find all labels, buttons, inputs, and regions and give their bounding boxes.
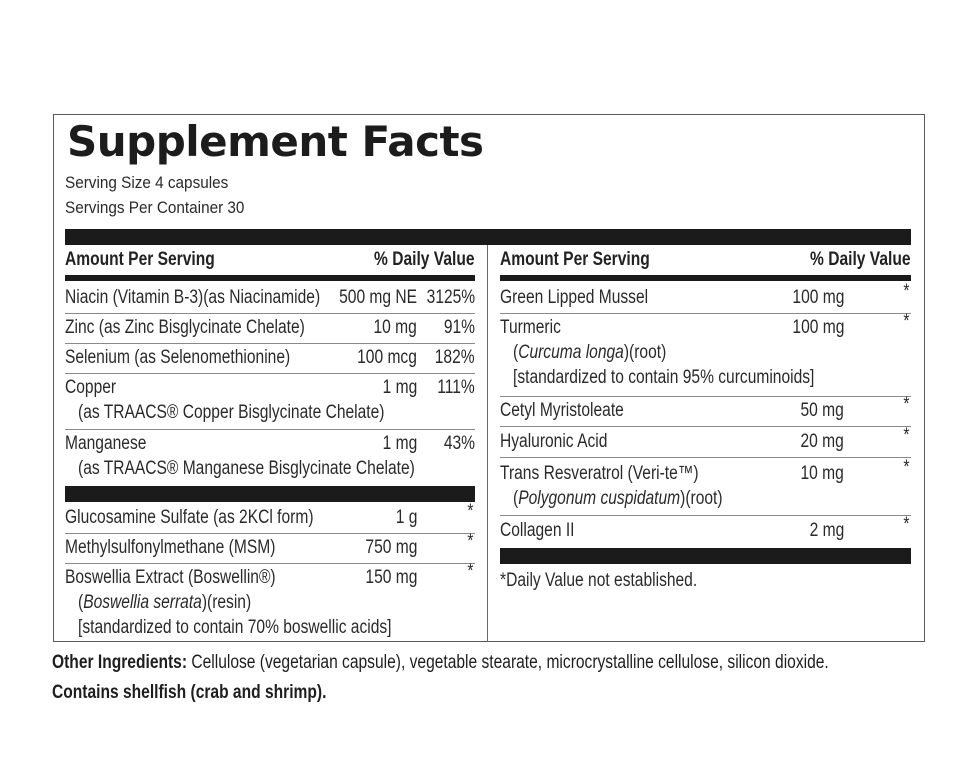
row-separator (500, 457, 911, 458)
ingredient-dv: * (902, 457, 909, 478)
ingredient-source: (Curcuma longa)(root) (513, 342, 667, 363)
left-amount-header: Amount Per Serving (65, 249, 215, 270)
nutrient-name: Niacin (Vitamin B-3)(as Niacinamide) (65, 287, 321, 308)
nutrient-dv: 91% (443, 317, 475, 338)
allergen-statement: Contains shellfish (crab and shrimp). (52, 682, 327, 703)
ingredient-dv: * (902, 281, 909, 302)
nutrient-dv: 182% (435, 347, 475, 368)
serving-size: Serving Size 4 capsules (65, 173, 229, 192)
row-separator (65, 563, 475, 564)
right-bottom-thick-rule (500, 548, 911, 564)
nutrient-dv: 111% (437, 377, 475, 398)
nutrient-amount: 500 mg NE (339, 287, 417, 308)
ingredient-amount: 750 mg (365, 537, 417, 558)
ingredient-dv: * (466, 561, 473, 582)
row-separator (65, 429, 475, 430)
row-separator (500, 515, 911, 516)
right-dv-header: % Daily Value (810, 249, 911, 270)
left-header-rule (65, 275, 475, 281)
row-separator (500, 313, 911, 314)
ingredient-amount: 50 mg (800, 400, 844, 421)
ingredient-name: Cetyl Myristoleate (500, 400, 624, 421)
row-separator (500, 426, 911, 427)
ingredient-name: Green Lipped Mussel (500, 287, 649, 308)
row-separator (65, 373, 475, 374)
nutrient-amount: 100 mcg (357, 347, 417, 368)
ingredient-dv: * (902, 425, 909, 446)
ingredient-standardization: [standardized to contain 95% curcuminoids] (513, 367, 815, 388)
nutrient-amount: 1 mg (382, 377, 417, 398)
nutrient-dv: 3125% (426, 287, 475, 308)
ingredient-dv: * (902, 514, 909, 535)
other-ingredients-text: Cellulose (vegetarian capsule), vegetable stearate, microcrystalline cellulose, silicon dioxide. (191, 652, 829, 673)
other-ingredients (52, 652, 967, 674)
ingredient-dv: * (902, 394, 909, 415)
ingredient-dv: * (466, 501, 473, 522)
nutrient-name: Manganese (65, 433, 147, 454)
column-divider (487, 245, 488, 642)
ingredient-dv: * (466, 531, 473, 552)
ingredient-amount: 150 mg (365, 567, 417, 588)
nutrient-name: Selenium (as Selenomethionine) (65, 347, 291, 368)
left-mid-thick-rule (65, 486, 475, 502)
nutrient-amount: 1 mg (382, 433, 417, 454)
right-header-rule (500, 275, 911, 281)
ingredient-source: (Boswellia serrata)(resin) (78, 592, 252, 613)
nutrient-name: Zinc (as Zinc Bisglycinate Chelate) (65, 317, 305, 338)
supplement-facts-panel (53, 114, 925, 642)
ingredient-name: Collagen II (500, 520, 575, 541)
ingredient-amount: 1 g (395, 507, 417, 528)
ingredient-source: (Polygonum cuspidatum)(root) (513, 488, 723, 509)
ingredient-name: Hyaluronic Acid (500, 431, 608, 452)
ingredient-name: Trans Resveratrol (Veri-te™) (500, 463, 699, 484)
nutrient-dv: 43% (443, 433, 475, 454)
ingredient-standardization: [standardized to contain 70% boswellic acids] (78, 617, 392, 638)
top-thick-rule (65, 229, 911, 245)
ingredient-name: Boswellia Extract (Boswellin®) (65, 567, 276, 588)
ingredient-name: Glucosamine Sulfate (as 2KCl form) (65, 507, 314, 528)
row-separator (65, 343, 475, 344)
row-separator (500, 396, 911, 397)
ingredient-amount: 2 mg (809, 520, 844, 541)
right-amount-header: Amount Per Serving (500, 249, 650, 270)
nutrient-amount: 10 mg (373, 317, 417, 338)
nutrient-source: (as TRAACS® Copper Bisglycinate Chelate) (78, 402, 385, 423)
nutrient-name: Copper (65, 377, 117, 398)
ingredient-amount: 20 mg (800, 431, 844, 452)
row-separator (65, 533, 475, 534)
ingredient-dv: * (902, 311, 909, 332)
ingredient-amount: 100 mg (792, 317, 844, 338)
daily-value-footnote: *Daily Value not established. (500, 570, 698, 591)
ingredient-name: Turmeric (500, 317, 561, 338)
ingredient-amount: 10 mg (800, 463, 844, 484)
ingredient-amount: 100 mg (792, 287, 844, 308)
row-separator (65, 313, 475, 314)
nutrient-source: (as TRAACS® Manganese Bisglycinate Chelate) (78, 458, 415, 479)
ingredient-name: Methylsulfonylmethane (MSM) (65, 537, 276, 558)
servings-per-container: Servings Per Container 30 (65, 198, 245, 217)
panel-title: Supplement Facts (67, 117, 484, 166)
left-dv-header: % Daily Value (374, 249, 475, 270)
other-ingredients-label: Other Ingredients: (52, 652, 188, 673)
